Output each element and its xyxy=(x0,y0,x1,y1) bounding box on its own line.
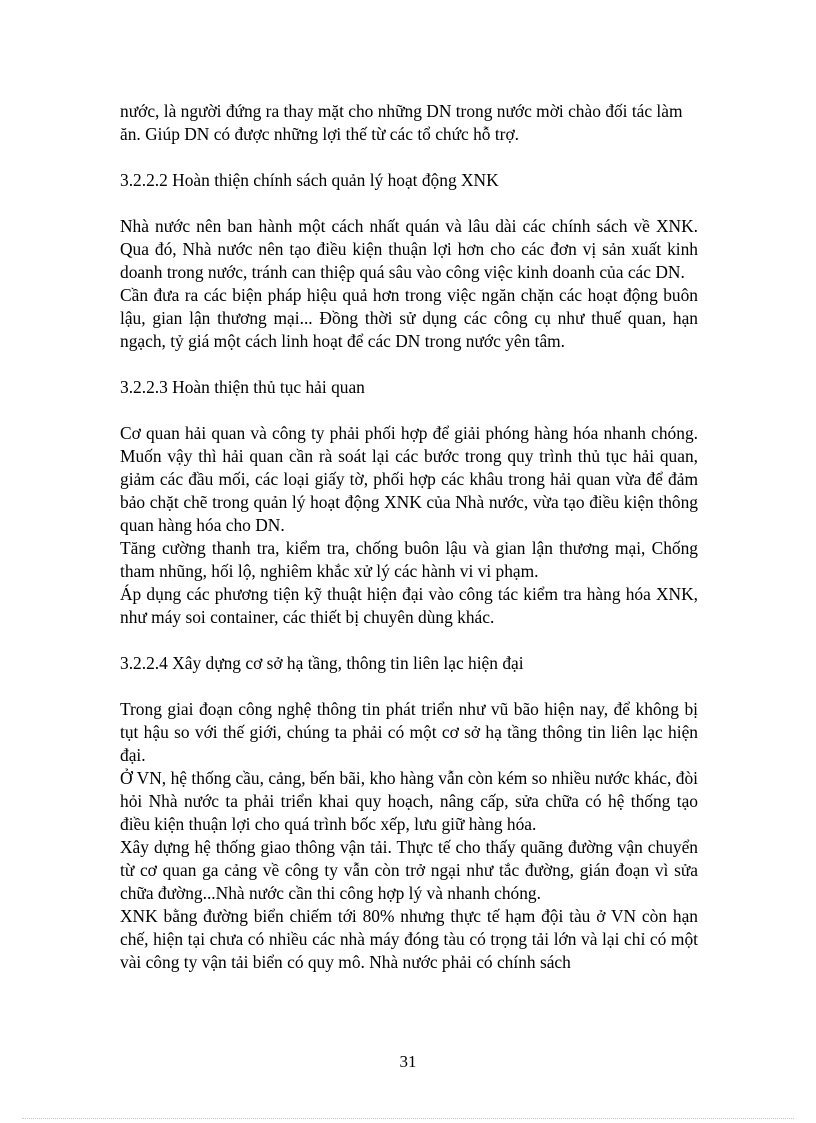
spacer xyxy=(120,399,698,422)
paragraph: Cơ quan hải quan và công ty phải phối hợp để giải phóng hàng hóa nhanh chóng. Muốn vậy thì hải quan cần rà soát lại các bước trong quy trình thủ tục hải quan, giảm các đầu mối, các loại giấy tờ, phối hợp các khâu trong hải quan vừa để đảm bảo chặt chẽ trong quản lý hoạt động XNK của Nhà nước, vừa tạo điều kiện thông quan hàng hóa cho DN. xyxy=(120,423,698,535)
section-heading-3224: 3.2.2.4 Xây dựng cơ sở hạ tầng, thông tin liên lạc hiện đại xyxy=(120,653,524,673)
paragraph: Trong giai đoạn công nghệ thông tin phát triển như vũ bão hiện nay, để không bị tụt hậu so với thế giới, chúng ta phải có một cơ sở hạ tầng thông tin liên lạc hiện đại. xyxy=(120,699,698,765)
section-heading-3223: 3.2.2.3 Hoàn thiện thủ tục hải quan xyxy=(120,377,365,397)
paragraph: XNK bằng đường biển chiếm tới 80% nhưng thực tế hạm đội tàu ở VN còn hạn chế, hiện tại chưa có nhiều các nhà máy đóng tàu có trọng tải lớn và lại chỉ có một vài công ty vận tải biển có quy mô. Nhà nước phải có chính sách xyxy=(120,906,698,972)
spacer xyxy=(120,353,698,376)
paragraph: Áp dụng các phương tiện kỹ thuật hiện đại vào công tác kiểm tra hàng hóa XNK, như máy soi container, các thiết bị chuyên dùng khác. xyxy=(120,584,698,627)
page-number: 31 xyxy=(399,1052,417,1071)
paragraph: nước, là người đứng ra thay mặt cho những DN trong nước mời chào đối tác làm ăn. Giúp DN có được những lợi thế từ các tổ chức hỗ trợ. xyxy=(120,101,683,144)
spacer xyxy=(120,146,698,169)
spacer xyxy=(120,675,698,698)
paragraph: Xây dựng hệ thống giao thông vận tải. Thực tế cho thấy quãng đường vận chuyển từ cơ quan ga cảng về công ty vẫn còn trở ngại như tắc đường, gián đoạn vì sửa chữa đường...Nhà nước cần thi công hợp lý và nhanh chóng. xyxy=(120,837,698,903)
spacer xyxy=(120,192,698,215)
spacer xyxy=(120,629,698,652)
page-body xyxy=(120,100,698,974)
paragraph: Tăng cường thanh tra, kiểm tra, chống buôn lậu và gian lận thương mại, Chống tham nhũng, hối lộ, nghiêm khắc xử lý các hành vi vi phạm. xyxy=(120,538,698,581)
page-bottom-divider xyxy=(22,1118,794,1119)
section-heading-3222: 3.2.2.2 Hoàn thiện chính sách quản lý hoạt động XNK xyxy=(120,170,499,190)
paragraph: Nhà nước nên ban hành một cách nhất quán và lâu dài các chính sách về XNK. Qua đó, Nhà nước nên tạo điều kiện thuận lợi hơn cho các đơn vị sản xuất kinh doanh trong nước, tránh can thiệp quá sâu vào công việc kinh doanh của các DN. xyxy=(120,216,698,282)
paragraph: Cần đưa ra các biện pháp hiệu quả hơn trong việc ngăn chặn các hoạt động buôn lậu, gian lận thương mại... Đồng thời sử dụng các công cụ như thuế quan, hạn ngạch, tỷ giá một cách linh hoạt để các DN trong nước yên tâm. xyxy=(120,285,698,351)
paragraph: Ở VN, hệ thống cầu, cảng, bến bãi, kho hàng vẫn còn kém so nhiều nước khác, đòi hỏi Nhà nước ta phải triển khai quy hoạch, nâng cấp, sửa chữa có hệ thống tạo điều kiện thuận lợi cho quá trình bốc xếp, lưu giữ hàng hóa. xyxy=(120,768,698,834)
